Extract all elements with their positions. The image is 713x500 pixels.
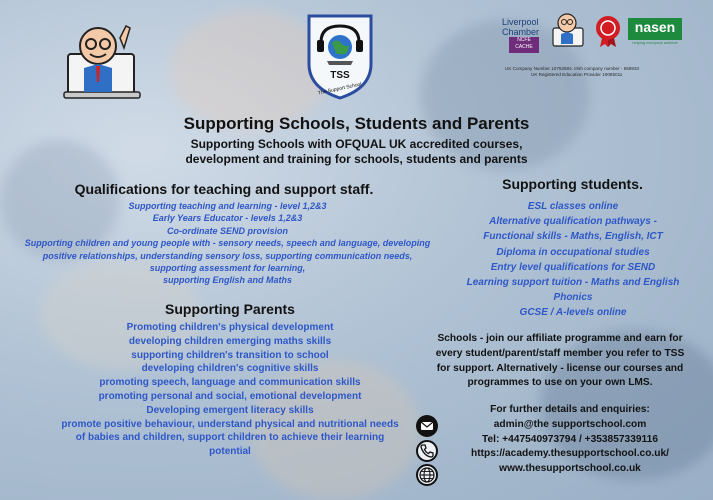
list-item: Entry level qualifications for SEND	[490, 261, 656, 273]
text-line: Schools - join our affiliate programme and earn for	[437, 333, 683, 344]
list-item: promoting speech, language and communication skills	[99, 377, 361, 389]
list-item: Early Years Educator - levels 1,2&3	[152, 213, 303, 224]
list-item: Promoting children's physical development	[126, 322, 334, 333]
contact-phone[interactable]: Tel: +447540973794 / +353857339116	[482, 433, 658, 445]
teacher-mascot-small-illustration	[550, 10, 586, 50]
accreditation-badge-icon	[594, 14, 622, 48]
contact-email[interactable]: admin@the supportschool.com	[493, 418, 647, 430]
subtitle-line-2: development and training for schools, students and parents	[185, 152, 528, 166]
list-item: Diploma in occupational studies	[496, 246, 650, 258]
qualifications-list	[10, 200, 445, 287]
tss-school-logo	[303, 12, 377, 100]
list-item: supporting children's transition to school	[131, 349, 329, 361]
list-item: supporting English and Maths	[163, 275, 292, 286]
nasen-logo: nasen	[628, 18, 682, 40]
contact-heading: For further details and enquiries:	[490, 404, 650, 415]
list-item: of babies and children, support children to achieve their learning	[75, 432, 385, 444]
text-line: for support. Alternatively - license our courses and	[436, 362, 684, 374]
tss-logo-arc-text: The Support School	[317, 81, 363, 97]
list-item: positive relationships, understanding sensory loss, supporting communication needs,	[42, 250, 413, 261]
phone-icon	[416, 440, 438, 462]
globe-icon	[416, 464, 438, 486]
parents-heading: Supporting Parents	[165, 301, 295, 317]
subtitle-line-1: Supporting Schools with OFQUAL UK accredited courses,	[190, 137, 523, 151]
education-provider-registration-line: UK Registered Education Provider 10085011	[531, 72, 623, 77]
list-item: GCSE / A-levels online	[519, 307, 627, 319]
list-item: Supporting children and young people with - sensory needs, speech and language, developing	[24, 238, 431, 249]
website-url-link[interactable]: www.thesupportschool.co.uk	[499, 463, 641, 475]
list-item: Supporting teaching and learning - level 1,2&3	[128, 201, 327, 211]
nasen-tagline: helping everyone achieve	[632, 40, 678, 45]
affiliate-programme-text	[415, 332, 705, 391]
academy-url-link[interactable]: https://academy.thesupportschool.co.uk/	[471, 448, 669, 460]
text-line: every student/parent/staff member you refer to TSS	[435, 347, 685, 359]
liverpool-chamber-logo-line2: Chamber	[502, 27, 540, 37]
parents-list	[40, 321, 420, 459]
list-item: developing children's cognitive skills	[141, 363, 319, 375]
page-title: Supporting Schools, Students and Parents	[183, 114, 530, 133]
list-item: developing children emerging maths skills	[128, 335, 332, 347]
list-item: Phonics	[553, 292, 593, 304]
list-item: supporting assessment for learning,	[149, 263, 306, 274]
liverpool-chamber-logo-line1: Liverpool	[502, 17, 539, 27]
list-item: potential	[209, 446, 251, 458]
company-registration-line: UK Company Number 10753584. Irish company number - 658933	[505, 66, 640, 71]
teacher-mascot-illustration	[62, 18, 142, 100]
ncfe-cache-badge: NCFE CACHE	[509, 37, 539, 53]
mail-icon	[416, 415, 438, 437]
contact-block	[440, 403, 700, 477]
list-item: Learning support tuition - Maths and English	[466, 277, 680, 289]
list-item: Alternative qualification pathways -	[489, 216, 657, 228]
list-item: Co-ordinate SEND provision	[166, 225, 288, 236]
text-line: programmes to use on your own LMS.	[467, 377, 653, 389]
list-item: promoting personal and social, emotional development	[98, 390, 362, 402]
tss-logo-text: TSS	[330, 70, 350, 81]
list-item: ESL classes online	[527, 201, 619, 212]
students-heading: Supporting students.	[502, 176, 643, 192]
list-item: Functional skills - Maths, English, ICT	[483, 231, 663, 243]
list-item: Developing emergent literacy skills	[146, 404, 314, 416]
list-item: promote positive behaviour, understand physical and nutritional needs	[61, 418, 399, 430]
students-list	[443, 199, 703, 321]
qualifications-heading: Qualifications for teaching and support staff.	[74, 181, 374, 197]
